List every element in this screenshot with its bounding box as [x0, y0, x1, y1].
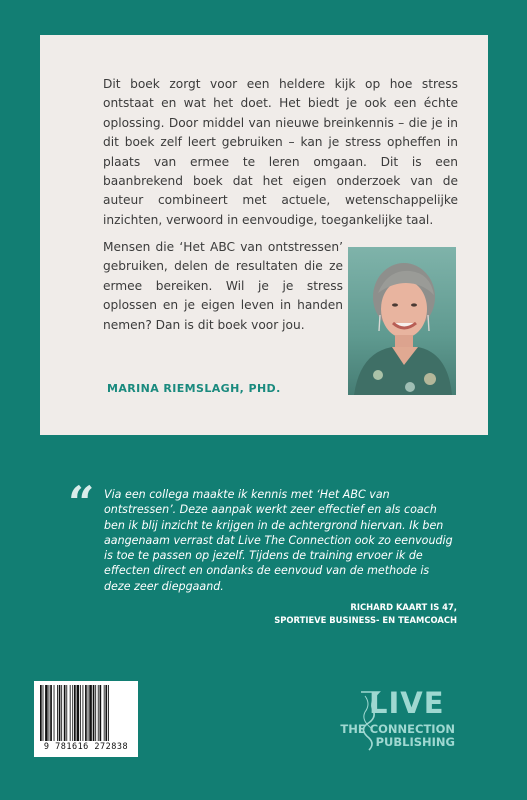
- book-description: Dit boek zorgt voor een heldere kijk op hoe stress ontstaat en wat het doet. Het biedt je ook een échte oplossing. Door middel van nieuwe breinkennis – die je in dit boek zelf leert gebruiken – kan je stress opheffen in plaats van ermee te leren omgaan. Dit is een baanbrekend boek dat het eigen onderzoek van de auteur combineert met actuele, wetenschappelijke inzichten, verwoord in eenvoudige, toegankelijke taal.: [103, 77, 458, 227]
- author-name: MARINA RIEMSLAGH, PHD.: [107, 382, 281, 395]
- publisher-line1: THE CONNECTION: [340, 722, 455, 736]
- publisher-name: [315, 723, 455, 749]
- quote-mark-icon: “: [68, 476, 95, 530]
- barcode-bars-icon: [38, 685, 134, 741]
- testimonial-attribution: [157, 601, 457, 627]
- attribution-name: RICHARD KAART IS 47,: [350, 602, 457, 612]
- author-photo: [348, 247, 456, 395]
- publisher-logo: [315, 688, 465, 758]
- description-panel: [40, 35, 488, 435]
- attribution-role: SPORTIEVE BUSINESS- EN TEAMCOACH: [274, 615, 457, 625]
- testimonial-quote: Via een collega maakte ik kennis met ‘Het ABC van ontstressen’. Deze aanpak werkt zeer effectief en als coach ben ik blij inzicht te krijgen in de achtergrond hiervan. Ik ben aangenaam verrast dat Live The Connection ook zo eenvoudig is toe te passen op jezelf. Tijdens de training ervoer ik de effecten direct en ondanks de eenvoud van de methode is deze zeer diepgaand.: [104, 488, 453, 593]
- publisher-line2: PUBLISHING: [375, 735, 455, 749]
- publisher-live: LIVE: [369, 686, 445, 720]
- isbn-number: 9 781616 272838: [43, 742, 129, 752]
- isbn-barcode: [34, 681, 138, 757]
- book-description-continued: Mensen die ‘Het ABC van ontstressen’ gebruiken, delen de resultaten die ze ermee bereiken. Wil je je stress oplossen en je eigen leven in handen nemen? Dan is dit boek voor jou.: [103, 240, 343, 332]
